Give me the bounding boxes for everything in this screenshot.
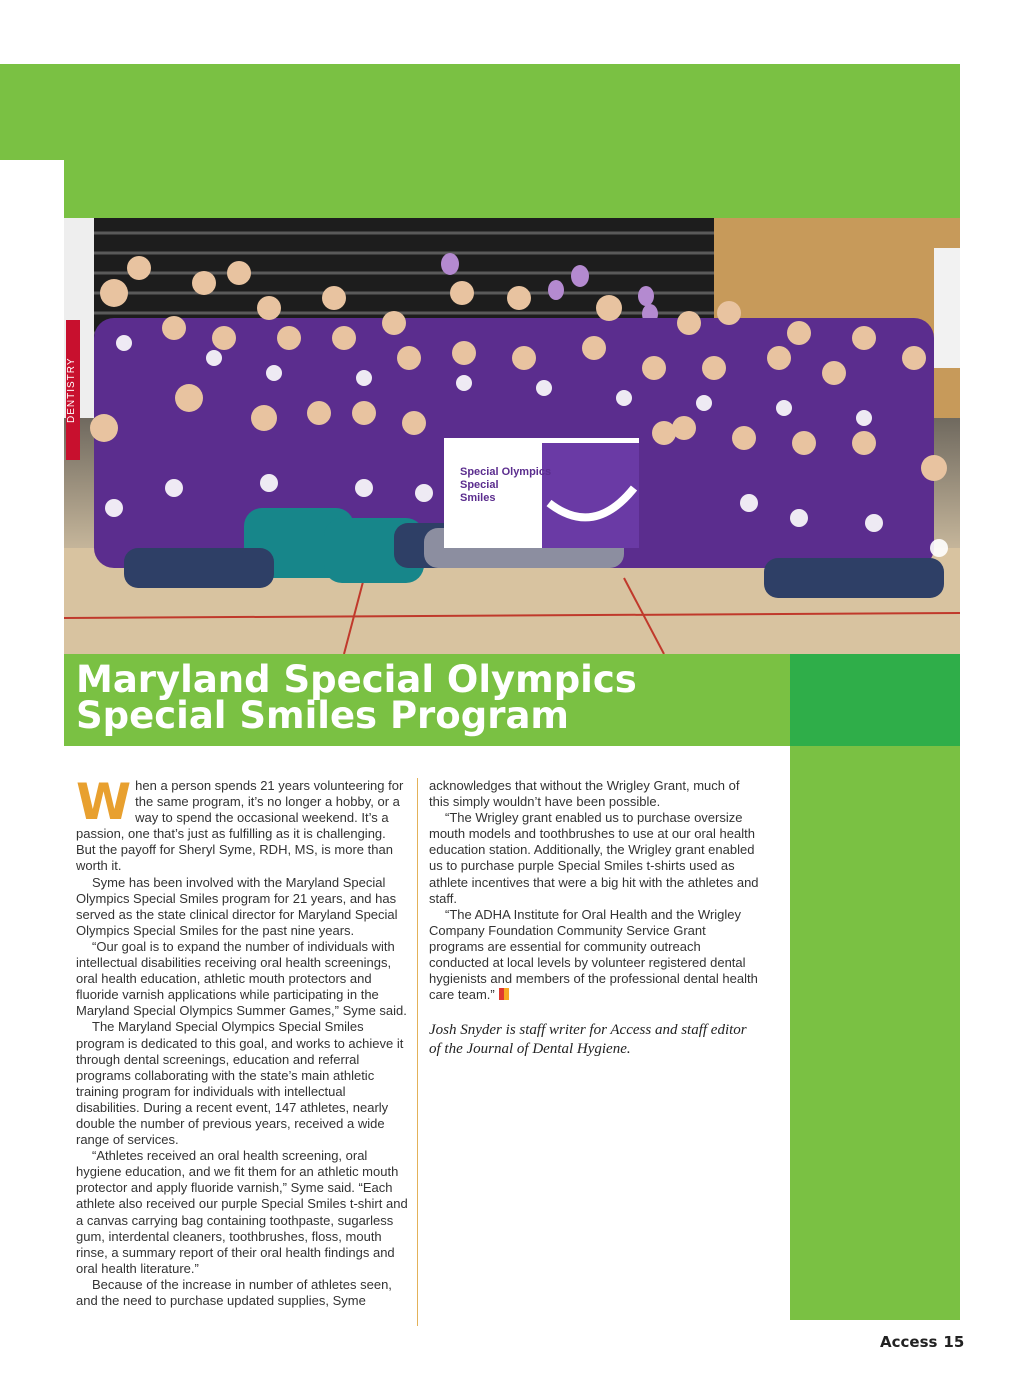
paragraph: “The Wrigley grant enabled us to purchase oversize mouth models and toothbrushes to use at our oral health education station. Additionally, the Wrigley grant enabled us to purchase purple Special Smiles t-shirts used as athlete incentives that were a big hit with the athletes and staff.	[429, 810, 759, 906]
paragraph: acknowledges that without the Wrigley Grant, much of this simply wouldn’t have been possible.	[429, 778, 740, 810]
group-photo-illustration	[64, 218, 960, 654]
column-divider	[417, 778, 418, 1326]
page-footer	[880, 1333, 964, 1351]
drop-cap: W	[76, 773, 132, 831]
right-green-column	[790, 654, 960, 1320]
article-title: Maryland Special Olympics Special Smiles Program	[76, 658, 637, 737]
photo-side-label: DENTISTRY	[66, 320, 80, 460]
paragraph: “Our goal is to expand the number of individuals with intellectual disabilities receiving oral health screenings, oral health education, athletic mouth protectors and fluoride varnish applications while participating in the Maryland Special Olympics Summer Games,” Syme said.	[76, 938, 407, 1019]
paragraph: The Maryland Special Olympics Special Smiles program is dedicated to this goal, and works to achieve it through dental screenings, education and referral programs collaborating with the state’s main athletic training program for individuals with intellectual disabilities. During a recent event, 147 athletes, nearly double the number of previous years, received a wide range of services.	[76, 1019, 404, 1148]
article-column-right	[429, 778, 761, 1059]
group-photo	[64, 218, 960, 654]
paragraph: “The ADHA Institute for Oral Health and the Wrigley Company Foundation Community Service Grant programs are essential for community outreach conducted at local levels by volunteer registered dental hygienists and members of the professional dental health care team.”	[429, 906, 758, 1003]
paragraph: Because of the increase in number of athletes seen, and the need to purchase updated supplies, Syme	[76, 1276, 392, 1308]
end-of-article-icon	[499, 988, 509, 1000]
header-notch	[0, 160, 64, 220]
paragraph: Syme has been involved with the Maryland Special Olympics Special Smiles program for 21 years, and has served as the state clinical director for Maryland Special Olympics Special Smiles for the past nine years.	[76, 874, 398, 938]
author-byline: Josh Snyder is staff writer for Access and staff editor of the Journal of Dental Hygiene.	[429, 1022, 747, 1058]
paragraph: “Athletes received an oral health screening, oral hygiene education, and we fit them for an athletic mouth protector and apply fluoride varnish,” Syme said. “Each athlete also received our purple Special Smiles t-shirt and a canvas carrying bag containing toothpaste, sugarless gum, interdental cleaners, toothbrushes, floss, mouth rinse, a summary report of their oral health findings and oral health literature.”	[76, 1148, 408, 1276]
right-green-block	[790, 654, 960, 746]
paragraph: When a person spends 21 years volunteering for the same program, it’s no longer a hobby, or a way to spend the occasional weekend. It’s a passion, one that’s just as fulfilling as it is challenging. But the payoff for Sheryl Syme, RDH, MS, is more than worth it.	[76, 773, 404, 874]
article-column-left	[76, 773, 408, 1309]
magazine-name: Access	[880, 1333, 938, 1351]
page-number: 15	[943, 1333, 965, 1351]
header-green-band	[0, 64, 960, 218]
banner-sign-text: Special Olympics Special Smiles	[460, 466, 552, 504]
